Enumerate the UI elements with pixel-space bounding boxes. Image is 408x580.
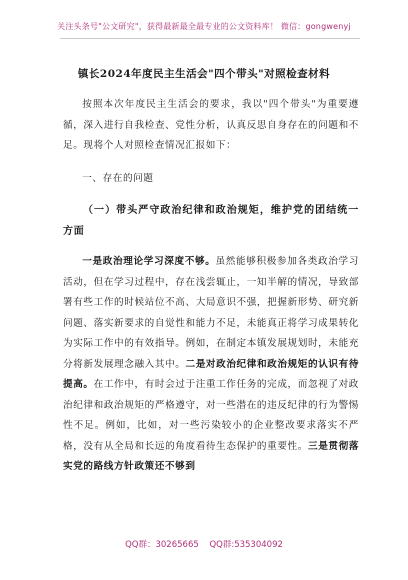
paragraph-1 — [63, 252, 359, 478]
document-title: 镇长2024年度民主生活会"四个带头"对照检查材料 — [77, 68, 331, 80]
document-body — [63, 95, 359, 478]
footer-contact — [0, 538, 408, 550]
footer-qq-group-1: QQ群：30265665 — [125, 540, 199, 550]
paragraph-2-lead: 二是对政治纪律和政治规矩的认识有待提高。 — [63, 358, 360, 390]
header-promo-text: 关注头条号"公文研究"，获得最新最全最专业的公文资料库！ 微信：gongwenyj — [57, 22, 351, 31]
paragraph-2-text: 在工作中，有时会过于注重工作任务的完成，而忽视了对政治纪律和政治规矩的严格遵守，对一些潜在的违反纪律的行为警惕性不足。例如，比如，对一些污染较小的企业整改要求落实不严格，没有从全局和长远的角度看待生态保护的重要性。 — [63, 379, 359, 452]
header-divider — [60, 38, 360, 39]
paragraph-1-text: 虽然能够积极参加各类政治学习活动，但在学习过程中，存在浅尝辄止，一知半解的情况，导致部署有些工作的时候站位不高、大局意识不强，把握新形势、研究新问题、落实新要求的自觉性和能力不足，未能真正将学习成果转化为实际工作中的有效指导。例如，在制定本镇发展规划时，未能充分将新发展理念融入其中。 — [63, 256, 359, 370]
intro-paragraph: 按照本次年度民主生活会的要求，我以"四个带头"为重要遵循，深入进行自我检查、党性分析，认真反思自身存在的问题和不足。现将个人对照检查情况汇报如下： — [63, 99, 359, 151]
section-heading: 一、存在的问题 — [82, 172, 154, 184]
paragraph-1-lead: 一是政治理论学习深度不够。 — [82, 256, 216, 267]
footer-qq-group-2: QQ群:535304092 — [209, 540, 283, 550]
paragraph-3-lead: 三是贯彻落实党的路线方针政策还不够到 — [63, 440, 360, 472]
subsection-heading: （一）带头严守政治纪律和政治规矩，维护党的团结统一方面 — [63, 205, 359, 237]
